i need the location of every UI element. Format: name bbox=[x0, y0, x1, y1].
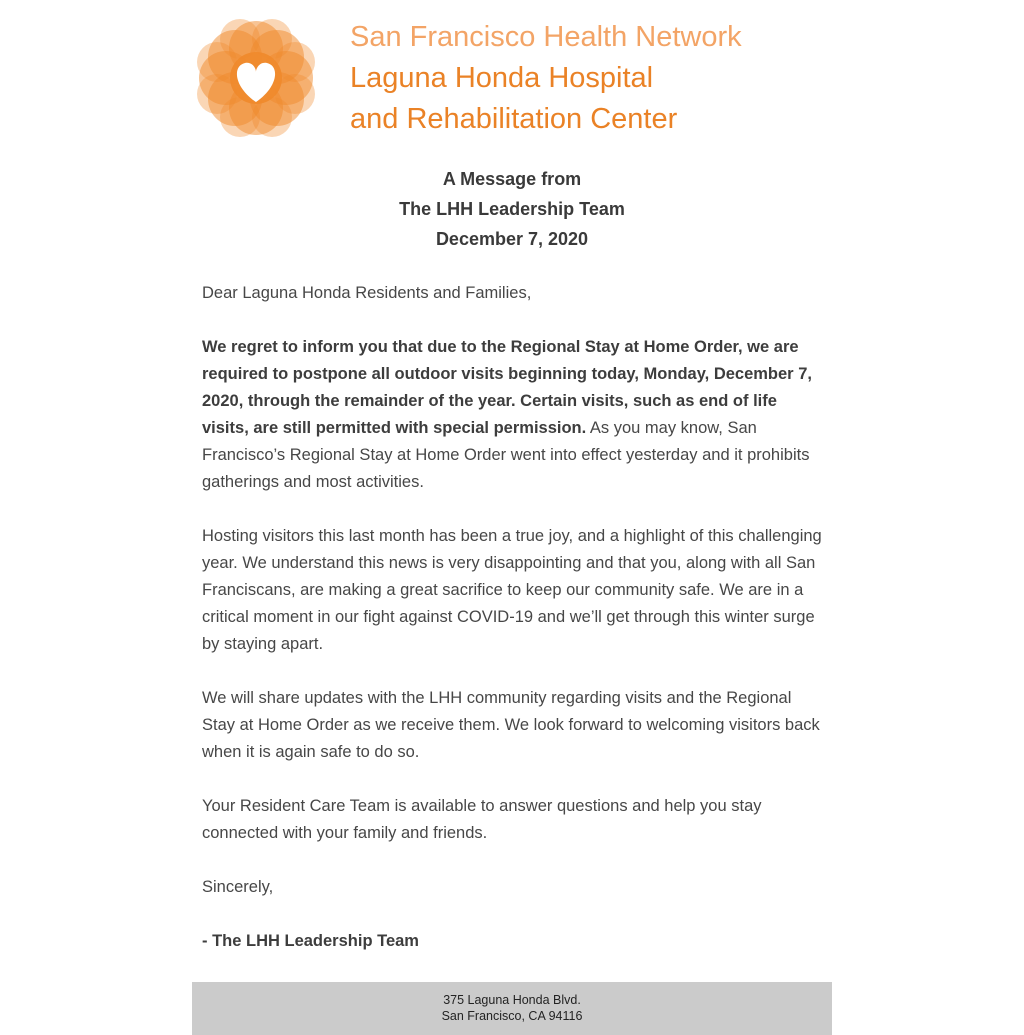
paragraph-3: We will share updates with the LHH community regarding visits and the Regional Stay at Home Order as we receive them. We look forward to welcoming visitors back when it is again safe to do so. bbox=[202, 689, 820, 761]
signature: - The LHH Leadership Team bbox=[202, 932, 419, 950]
address-line-1: 375 Laguna Honda Blvd. bbox=[443, 993, 581, 1007]
letter-body bbox=[192, 254, 832, 955]
heading-line-2: The LHH Leadership Team bbox=[399, 199, 625, 219]
content-column bbox=[192, 0, 832, 955]
closing: Sincerely, bbox=[202, 878, 274, 896]
paragraph-1-rest: As you may know, San Francisco’s Regional Stay at Home Order went into effect yesterday and it prohibits gatherings and most activities. bbox=[202, 419, 810, 491]
hospital-name-line2: and Rehabilitation Center bbox=[350, 102, 678, 135]
brand-header bbox=[192, 14, 832, 142]
heading-line-1: A Message from bbox=[442, 169, 582, 189]
paragraph-4: Your Resident Care Team is available to answer questions and help you stay connected with your family and friends. bbox=[202, 797, 762, 842]
footer-address-bar bbox=[192, 982, 832, 1035]
paragraph-1 bbox=[202, 334, 822, 496]
paragraph-2: Hosting visitors this last month has been a true joy, and a highlight of this challenging year. We understand this news is very disappointing and that you, along with all San Franciscans, are making a great sacrifice to keep our community safe. We are in a critical moment in our fight against COVID-19 and we’ll get through this winter surge by staying apart. bbox=[202, 527, 822, 653]
address-line-2: San Francisco, CA 94116 bbox=[441, 1009, 583, 1023]
heading-line-3: December 7, 2020 bbox=[435, 229, 589, 249]
salutation: Dear Laguna Honda Residents and Families, bbox=[202, 284, 532, 302]
paragraph-1-bold-lead: We regret to inform you that due to the Regional Stay at Home Order, we are required to postpone all outdoor visits beginning today, Monday, December 7, 2020, through the remainder of the year. Certain visits, such as end of life visits, are still permitted with special permission. bbox=[202, 338, 812, 437]
hospital-name-line1: Laguna Honda Hospital bbox=[350, 61, 654, 94]
flower-heart-logo bbox=[192, 14, 320, 142]
brand-text bbox=[350, 17, 742, 140]
message-heading bbox=[192, 164, 832, 254]
network-name: San Francisco Health Network bbox=[350, 20, 742, 53]
